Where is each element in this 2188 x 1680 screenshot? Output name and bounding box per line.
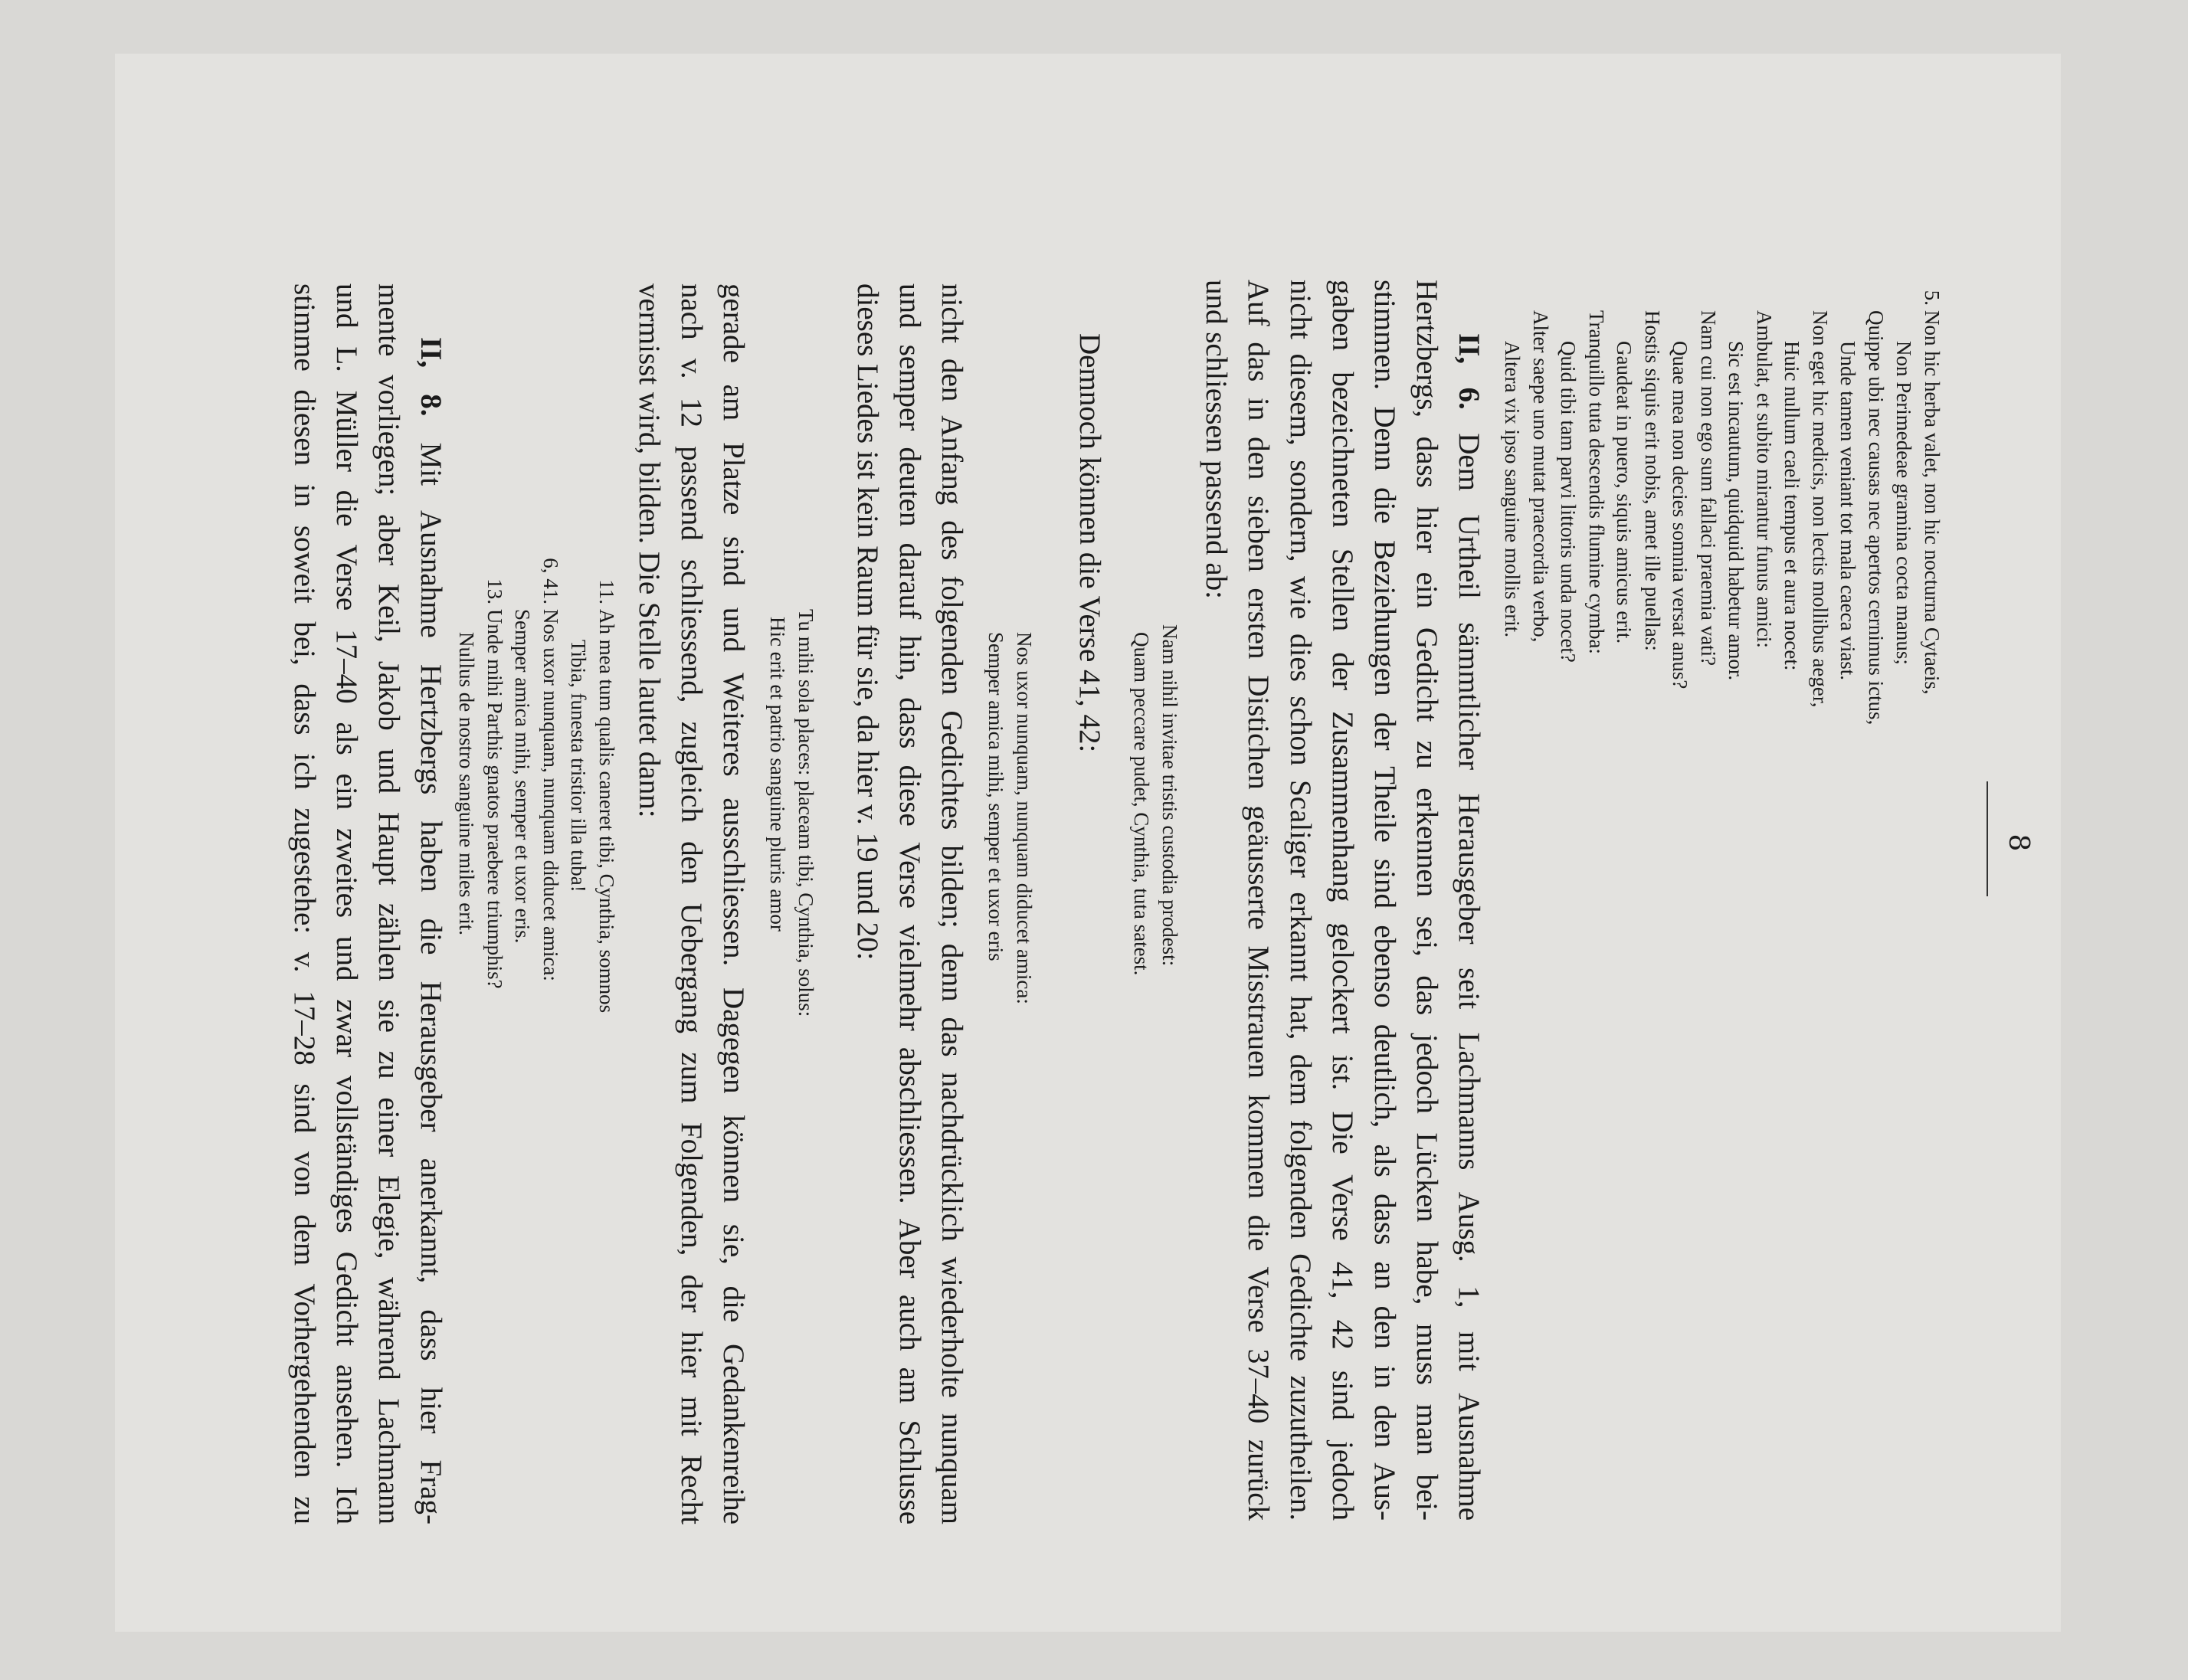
prose-line: II, 6. Dem Urtheil sämmtlicher Herausgeber seit Lachmanns Ausg. 1, mit Ausnahme: [1453, 333, 1485, 1521]
section-heading: II, 8.: [414, 337, 447, 417]
prose-line: Hertzbergs, dass hier ein Gedicht zu erkennen sei, das jedoch Lücken habe, muss man bei-: [1410, 280, 1443, 1521]
poem-line: Quid tibi tam parvi littoris unda nocet?: [1557, 341, 1580, 663]
quote-4: [453, 558, 621, 1528]
poem-line: Quippe ubi nec causas nec apertos cernimus ictus,: [1865, 310, 1888, 725]
prose-line: und semper deuten darauf hin, dass diese Verse vielmehr abschliessen. Aber auch am Schlusse: [893, 283, 926, 1524]
verse-number: 11.: [595, 579, 618, 604]
poem-line: Unde tamen veniant tot mala caeca viast.: [1836, 341, 1860, 681]
poem-line: Ambulat, et subito mirantur funus amici:: [1753, 310, 1776, 648]
quote-line: Nullus de nostro sanguine miles erit.: [455, 632, 479, 935]
verse-number: 5.: [1921, 290, 1944, 306]
prose-line: gerade am Platze sind und Weiteres ausschliessen. Dagegen können sie, die Gedankenreihe: [717, 283, 750, 1524]
poem-line: Nam cui non ego sum fallaci praemia vati?: [1697, 310, 1720, 666]
poem-line: Alter saepe uno mutat praecordia verbo,: [1529, 310, 1552, 643]
quote-line: 11. Ah mea tum qualis caneret tibi, Cynthia, somnos: [593, 609, 621, 1528]
prose-line: dieses Liedes ist kein Raum für sie, da hier v. 19 und 20:: [851, 283, 884, 961]
document-page: [115, 54, 2061, 1632]
poem-5: [1499, 290, 1946, 1536]
prose-line: Demnoch können die Verse 41, 42:: [1073, 333, 1106, 753]
prose-line: II, 8. Mit Ausnahme Hertzbergs haben die Herausgeber anerkannt, dass hier Frag-: [414, 337, 447, 1524]
quote-2: [982, 632, 1038, 1551]
quote-line: Tibia, funesta tristior illa tuba!: [567, 640, 591, 892]
poem-line: 5. Non hic herba valet, non hic nocturna Cytaeis,: [1918, 310, 1947, 1536]
prose-line: und schliessen passend ab:: [1200, 280, 1233, 600]
section-ii-8: [283, 283, 452, 1524]
quote-line: Semper amica mihi, semper et uxor eris.: [511, 609, 535, 944]
prose-line: mente vorliegen; aber Keil, Jakob und Haupt zählen sie zu einer Elegie, während Lachmann: [372, 283, 405, 1524]
quote-line: Tu mihi sola places: placeam tibi, Cynthia, solus:: [794, 609, 817, 1017]
poem-line: Gaudeat in puero, siquis amicus erit.: [1613, 341, 1636, 644]
prose-line: Auf das in den sieben ersten Distichen geäusserte Misstrauen kommen die Verse 37–40 zurück: [1242, 280, 1275, 1521]
section-ii-6: [1195, 280, 1490, 1521]
prose-line: nicht diesem, sondern, wie dies schon Scaliger erkannt hat, dem folgenden Gedichte zuzutheilen.: [1284, 280, 1317, 1521]
poem-line: Tranquillo tuta descendis flumine cymba:: [1585, 310, 1608, 654]
prose-line: und L. Müller die Verse 17–40 als ein zweites und zwar vollständiges Gedicht ansehen. Ich: [330, 283, 363, 1524]
poem-line: Huic nullum caeli tempus et aura nocet:: [1780, 341, 1804, 671]
poem-line: Hostis siquis erit nobis, amet ille puellas:: [1641, 310, 1664, 651]
quote-1: [1128, 624, 1184, 1544]
quote-line: 13. Unde mihi Parthis gnatos praebere triumphis?: [481, 609, 509, 1528]
prose-line: nach v. 12 passend schliessend, zugleich den Uebergang zum Folgenden, der hier mit Recht: [675, 283, 708, 1524]
quote-line: Nam nihil invitae tristis custodia prodest:: [1158, 624, 1181, 967]
verse-number: 6, 41.: [539, 558, 562, 604]
poem-line: Quae mea non decies somnia versat anus?: [1669, 341, 1692, 689]
prose-line: vermisst wird, bilden. Die Stelle lautet dann:: [633, 283, 666, 818]
prose-line: gaben bezeichneten Stellen der Zusammenhang gelockert ist. Die Verse 41, 42 sind jedoch: [1326, 280, 1359, 1521]
sentence-verses-41-42: [1069, 333, 1111, 1406]
poem-line: Non eget hic medicis, non lectis mollibus aeger,: [1809, 310, 1832, 708]
paragraph-3: [847, 283, 973, 1524]
prose-line: nicht den Anfang des folgenden Gedichtes bilden; denn das nachdrücklich wiederholte nunquam: [935, 283, 968, 1524]
quote-3: [764, 609, 820, 1528]
poem-line: Altera vix ipso sanguine mollis erit.: [1501, 341, 1525, 637]
page-number: 8: [2003, 833, 2034, 852]
poem-line: Sic est incautum, quidquid habetur amor.: [1725, 341, 1748, 681]
quote-line: Nos uxor nunquam, nunquam diducet amica:: [1013, 632, 1036, 1004]
paragraph-4: [628, 283, 755, 1524]
quote-line: Semper amica mihi, semper et uxor eris: [984, 632, 1008, 961]
section-heading: II, 6.: [1453, 333, 1485, 410]
prose-line: stimme diesen in soweit bei, dass ich zugestehe: v. 17–28 sind von dem Vorhergehenden zu: [288, 283, 321, 1524]
quote-line: Hic erit et patrio sanguine pluris amor: [766, 617, 790, 932]
verse-number: 13.: [483, 578, 506, 604]
prose-line: stimmen. Denn die Beziehungen der Theile sind ebenso deutlich, als dass an den in den Aus-: [1368, 280, 1401, 1521]
poem-line: Non Perimedeae gramina cocta manus;: [1892, 341, 1916, 665]
quote-line: Quam peccare pudet, Cynthia, tuta satest.: [1130, 632, 1154, 976]
quote-line: 6, 41. Nos uxor nunquam, nunquam diducet amica:: [537, 609, 565, 1528]
page-number-rule: [1987, 781, 1988, 896]
